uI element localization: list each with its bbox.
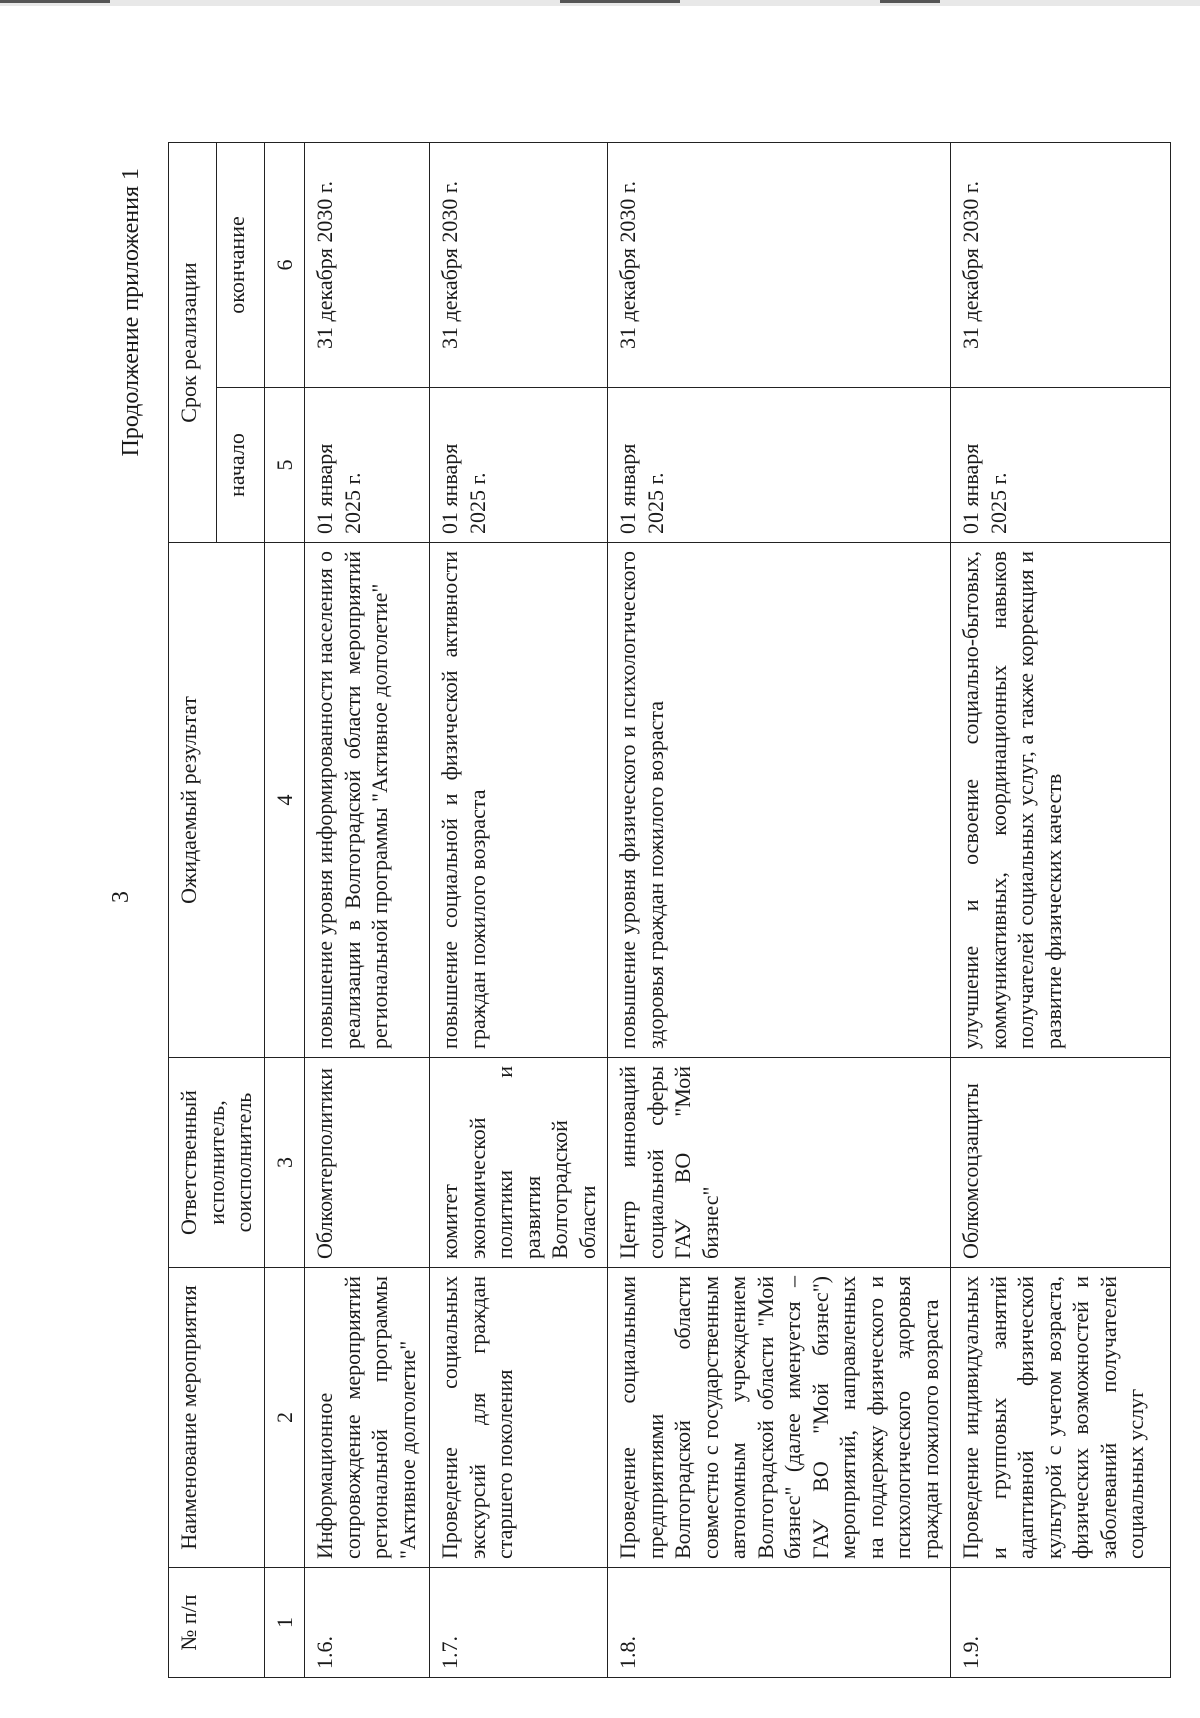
row-end: 31 декабря 2030 г.	[430, 142, 608, 387]
row-result: улучшение и освоение социально-бытовых, коммуникативных, координационных навыков получателей социальных услуг, а также коррекция и развитие физических качеств	[951, 543, 1171, 1058]
row-name: Проведение социальными предприятиями Волгоградской области совместно с государственным автономным учреждением Волгоградской области "Мой бизнес" (далее именуется – ГАУ ВО "Мой бизнес") мероприятий, направленных на поддержку физического и психологического здоровья граждан пожилого возраста	[608, 1268, 951, 1568]
row-start: 01 января 2025 г.	[305, 388, 430, 543]
column-number: 4	[264, 543, 305, 1058]
header-result: Ожидаемый результат	[169, 543, 265, 1058]
column-number: 6	[264, 142, 305, 387]
rotated-page	[0, 98, 1200, 1718]
measures-table	[168, 142, 1171, 1678]
scan-mark	[560, 0, 680, 3]
table-row	[430, 142, 608, 1677]
row-num: 1.9.	[951, 1568, 1171, 1678]
row-start: 01 января 2025 г.	[951, 388, 1171, 543]
header-name: Наименование мероприятия	[169, 1268, 265, 1568]
column-number: 5	[264, 388, 305, 543]
header-start: начало	[216, 388, 264, 543]
column-numbers-row	[264, 142, 305, 1677]
row-end: 31 декабря 2030 г.	[951, 142, 1171, 387]
header-responsible: Ответственный исполнитель, соисполнитель	[169, 1058, 265, 1268]
row-result: повышение уровня информированности населения о реализации в Волгоградской области мероприятий региональной программы "Активное долголетие"	[305, 543, 430, 1058]
row-num: 1.7.	[430, 1568, 608, 1678]
row-end: 31 декабря 2030 г.	[608, 142, 951, 387]
row-name: Проведение социальных экскурсий для граждан старшего поколения	[430, 1268, 608, 1568]
column-number: 3	[264, 1058, 305, 1268]
row-result: повышение уровня физического и психологического здоровья граждан пожилого возраста	[608, 543, 951, 1058]
row-responsible: Облкомтерполитики	[305, 1058, 430, 1268]
header-num: № п/п	[169, 1568, 265, 1678]
row-num: 1.6.	[305, 1568, 430, 1678]
table-row	[608, 142, 951, 1677]
table-row	[305, 142, 430, 1677]
appendix-note: Продолжение приложения 1	[118, 168, 144, 457]
row-responsible: Центр инноваций социальной сферы ГАУ ВО "Мой бизнес"	[608, 1058, 951, 1268]
row-start: 01 января 2025 г.	[430, 388, 608, 543]
row-result: повышение социальной и физической активности граждан пожилого возраста	[430, 543, 608, 1058]
row-name: Информационное сопровождение мероприятий региональной программы "Активное долголетие"	[305, 1268, 430, 1568]
row-num: 1.8.	[608, 1568, 951, 1678]
header-period: Срок реализации	[169, 142, 217, 542]
header-row	[169, 142, 217, 1677]
table-row	[951, 142, 1171, 1677]
row-start: 01 января 2025 г.	[608, 388, 951, 543]
row-responsible: комитет экономической политики и развития Волгоградской области	[430, 1058, 608, 1268]
header-end: окончание	[216, 142, 264, 387]
column-number: 2	[264, 1268, 305, 1568]
scan-mark	[0, 0, 110, 3]
row-end: 31 декабря 2030 г.	[305, 142, 430, 387]
page-number: 3	[108, 891, 134, 903]
column-number: 1	[264, 1568, 305, 1678]
row-responsible: Облкомсоцзащиты	[951, 1058, 1171, 1268]
row-name: Проведение индивидуальных и групповых занятий адаптивной физической культурой с учетом возраста, физических возможностей и заболеваний получателей социальных услуг	[951, 1268, 1171, 1568]
scan-mark	[880, 0, 940, 3]
